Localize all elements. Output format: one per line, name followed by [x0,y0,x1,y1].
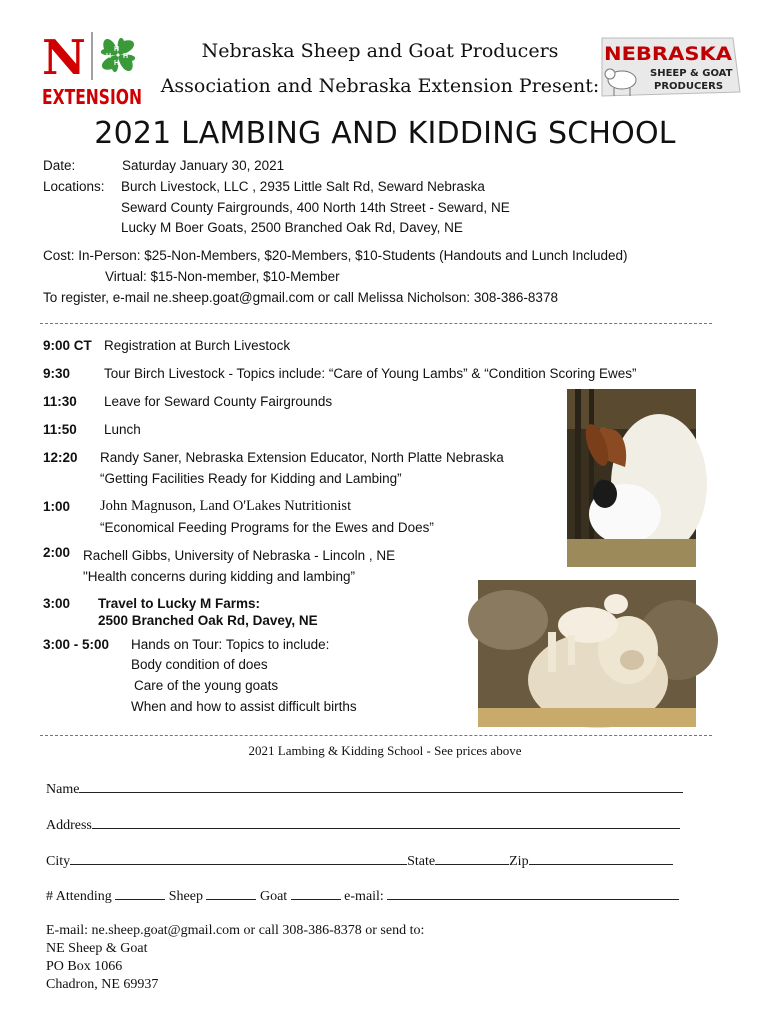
locations-label: Locations: [43,179,105,194]
schedule-time: 12:20 [43,450,78,465]
schedule-time: 3:00 - 5:00 [43,637,110,652]
register-instructions: To register, e-mail ne.sheep.goat@gmail.com or call Melissa Nicholson: 308-386-8378 [43,290,558,305]
schedule-time: 3:00 [43,596,71,611]
tour-topic: Care of the young goats [134,678,279,693]
goat-label: Goat [259,889,288,904]
tour-topic: When and how to assist difficult births [131,699,357,714]
svg-text:H: H [106,53,112,60]
session-title: “Getting Facilities Ready for Kidding and Lambing” [100,471,402,486]
schedule-time: 9:00 CT [43,338,92,353]
zip-label: Zip [509,854,529,869]
presenter-line-2: Association and Nebraska Extension Present: [160,75,600,97]
date-label: Date: [43,158,76,173]
mail-address-line: PO Box 1066 [46,959,123,974]
svg-text:NEBRASKA: NEBRASKA [604,43,733,65]
nebraska-extension-logo [40,30,145,108]
event-date: Saturday January 30, 2021 [122,158,285,173]
name-row [46,780,683,798]
four-h-clover-icon [101,38,135,72]
attending-row [46,887,679,905]
sheep-field[interactable] [206,887,256,900]
city-label: City [46,854,71,869]
svg-text:PRODUCERS: PRODUCERS [654,81,724,92]
divider [40,735,712,736]
svg-text:H: H [123,53,129,60]
state-label: State [407,854,436,869]
presenter-line-1: Nebraska Sheep and Goat Producers [201,40,559,62]
ewe-and-lamb-photo [478,580,696,727]
svg-text:H: H [114,60,120,67]
name-field[interactable] [79,780,683,793]
svg-text:H: H [114,46,120,53]
address-row [46,816,680,834]
session-title: "Health concerns during kidding and lambing” [83,569,355,584]
location-1: Burch Livestock, LLC , 2935 Little Salt Rd, Seward Nebraska [121,179,485,194]
goat-field[interactable] [291,887,341,900]
schedule-item: Tour Birch Livestock - Topics include: “Care of Young Lambs” & “Condition Scoring Ewes” [104,366,637,381]
mail-address-line: NE Sheep & Goat [46,941,148,956]
extension-word: EXTENSION [42,85,142,109]
goat-and-kid-photo [567,389,696,567]
email-label: e-mail: [344,889,384,904]
sheep-label: Sheep [168,889,203,904]
tour-title: Hands on Tour: Topics to include: [131,637,330,652]
attending-label: # Attending [46,889,112,904]
city-row [46,852,673,870]
mail-instructions: E-mail: ne.sheep.goat@gmail.com or call 308-386-8378 or send to: [46,923,425,938]
address-label: Address [46,818,92,833]
speaker: John Magnuson, Land O'Lakes Nutritionist [100,498,352,514]
n-letter: N [42,30,86,86]
travel-address: 2500 Branched Oak Rd, Davey, NE [98,613,318,628]
nebraska-sheep-goat-producers-logo [598,34,743,106]
divider [40,323,712,324]
name-label: Name [46,782,80,797]
schedule-time: 2:00 [43,545,71,560]
tour-topic: Body condition of does [131,657,268,672]
cost-virtual: Virtual: $15-Non-member, $10-Member [105,269,340,284]
schedule-item: Lunch [104,422,141,437]
location-3: Lucky M Boer Goats, 2500 Branched Oak Rd, Davey, NE [121,220,463,235]
page-title: 2021 LAMBING AND KIDDING SCHOOL [94,116,676,151]
schedule-item: Registration at Burch Livestock [104,338,291,353]
email-field[interactable] [387,887,679,900]
mail-address-line: Chadron, NE 69937 [46,977,159,992]
form-heading: 2021 Lambing & Kidding School - See prices above [248,743,522,758]
speaker: Rachell Gibbs, University of Nebraska - Lincoln , NE [83,548,396,563]
svg-text:SHEEP & GOAT: SHEEP & GOAT [650,68,733,79]
travel-title: Travel to Lucky M Farms: [98,596,261,611]
schedule-time: 11:30 [43,394,77,409]
city-field[interactable] [70,852,407,865]
address-field[interactable] [92,816,680,829]
attending-field[interactable] [115,887,165,900]
cost-in-person: Cost: In-Person: $25-Non-Members, $20-Members, $10-Students (Handouts and Lunch Included) [43,248,628,263]
session-title: “Economical Feeding Programs for the Ewes and Does” [100,520,434,535]
schedule-item: Leave for Seward County Fairgrounds [104,394,333,409]
zip-field[interactable] [529,852,673,865]
schedule-time: 9:30 [43,366,71,381]
location-2: Seward County Fairgrounds, 400 North 14th Street - Seward, NE [121,200,510,215]
schedule-time: 11:50 [43,422,77,437]
state-field[interactable] [435,852,509,865]
speaker: Randy Saner, Nebraska Extension Educator, North Platte Nebraska [100,450,504,465]
schedule-time: 1:00 [43,499,71,514]
